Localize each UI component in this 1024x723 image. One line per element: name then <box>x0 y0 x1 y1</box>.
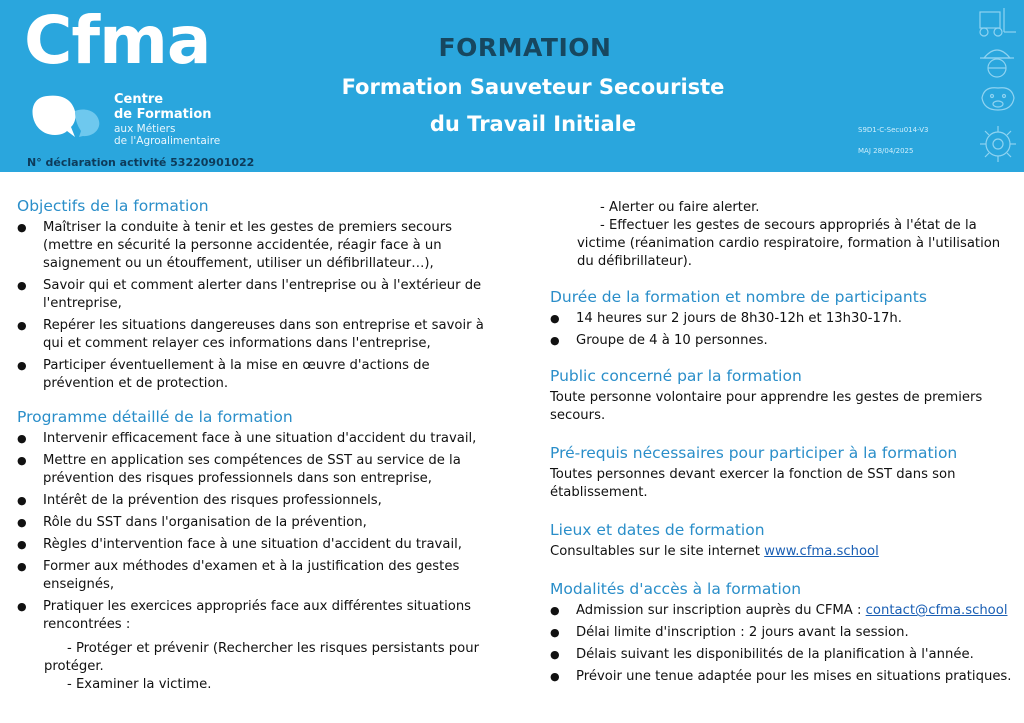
prerequis-text: Toutes personnes devant exercer la fonction de SST dans son établissement. <box>550 467 956 500</box>
list-item: ● Rôle du SST dans l'organisation de la prévention, <box>17 514 497 532</box>
programme-title: Programme détaillé de la formation <box>17 408 293 426</box>
website-link[interactable]: www.cfma.school <box>764 544 879 559</box>
right-column <box>550 199 1020 690</box>
contact-email-link[interactable]: contact@cfma.school <box>865 603 1008 618</box>
programme-sub-item: - Protéger et prévenir (Rechercher les risques persistants pour protéger. <box>44 641 479 674</box>
list-item: ● Maîtriser la conduite à tenir et les gestes de premiers secours (mettre en sécurité la personne accidentée, réagir face à un saignement ou un étouffement, utiliser un défibrillateur…), <box>17 219 497 273</box>
org-name-line4: de l'Agroalimentaire <box>114 135 221 147</box>
list-item: ● Délai limite d'inscription : 2 jours avant la session. <box>550 624 1020 642</box>
programme-sub-item: - Effectuer les gestes de secours appropriés à l'état de la victime (réanimation cardio respiratoire, formation à l'utilisation du défibrillateur). <box>577 218 1001 269</box>
list-item: ● Participer éventuellement à la mise en œuvre d'actions de prévention et de protection. <box>17 357 497 393</box>
list-item: ● Repérer les situations dangereuses dans son entreprise et savoir à qui et comment relayer ces informations dans l'entreprise, <box>17 317 497 353</box>
decorative-pictograms-icon <box>970 2 1024 170</box>
prerequis-title: Pré-requis nécessaires pour participer à la formation <box>550 444 958 462</box>
list-item: ● Mettre en application ses compétences de SST au service de la prévention des risques professionnels dans son entreprise, <box>17 452 497 488</box>
document-title-line1: Formation Sauveteur Secouriste <box>341 75 725 99</box>
list-item: ● 14 heures sur 2 jours de 8h30-12h et 13h30-17h. <box>550 310 1020 328</box>
list-item: ● Délais suivant les disponibilités de la planification à l'année. <box>550 646 1020 664</box>
document-title-line2: du Travail Initiale <box>429 112 637 136</box>
reference-code: S9D1-C-Secu014-V3 <box>858 126 929 134</box>
document-kicker: FORMATION <box>438 33 612 62</box>
declaration-number: N° déclaration activité 53220901022 <box>27 156 255 169</box>
list-item: ● Règles d'intervention face à une situation d'accident du travail, <box>17 536 497 554</box>
lieux-paragraph <box>550 543 1020 561</box>
list-item: ● Pratiquer les exercices appropriés face aux différentes situations rencontrées : <box>17 598 497 634</box>
lieux-text: Consultables sur le site internet <box>550 544 765 559</box>
modalites-admission-text: Admission sur inscription auprès du CFMA : <box>576 603 866 618</box>
public-text: Toute personne volontaire pour apprendre les gestes de premiers secours. <box>550 390 983 423</box>
programme-sub-item: - Alerter ou faire alerter. <box>600 200 760 215</box>
modalites-title: Modalités d'accès à la formation <box>550 580 802 598</box>
programme-sub-item: - Examiner la victime. <box>67 677 212 692</box>
update-date: MAJ 28/04/2025 <box>858 147 914 155</box>
list-item: ● Intervenir efficacement face à une situation d'accident du travail, <box>17 430 497 448</box>
org-name-line1: Centre <box>114 92 164 107</box>
list-item: ● Intérêt de la prévention des risques professionnels, <box>17 492 497 510</box>
duree-list <box>550 310 1020 350</box>
org-name-line3: aux Métiers <box>114 123 176 135</box>
list-item: ● Prévoir une tenue adaptée pour les mises en situations pratiques. <box>550 668 1020 686</box>
cfma-logo: Cfma <box>24 2 211 79</box>
public-title: Public concerné par la formation <box>550 367 802 385</box>
list-item: ● Groupe de 4 à 10 personnes. <box>550 332 1020 350</box>
lieux-title: Lieux et dates de formation <box>550 521 765 539</box>
programme-list <box>17 430 497 634</box>
duree-title: Durée de la formation et nombre de participants <box>550 288 927 306</box>
objectifs-title: Objectifs de la formation <box>17 197 209 215</box>
left-column <box>17 196 497 694</box>
list-item <box>550 602 1020 620</box>
org-name-line2: de Formation <box>114 107 212 122</box>
objectifs-list <box>17 219 497 393</box>
list-item: ● Former aux méthodes d'examen et à la justification des gestes enseignés, <box>17 558 497 594</box>
header-banner <box>0 0 1024 172</box>
list-item: ● Savoir qui et comment alerter dans l'entreprise ou à l'extérieur de l'entreprise, <box>17 277 497 313</box>
modalites-list <box>550 602 1020 686</box>
